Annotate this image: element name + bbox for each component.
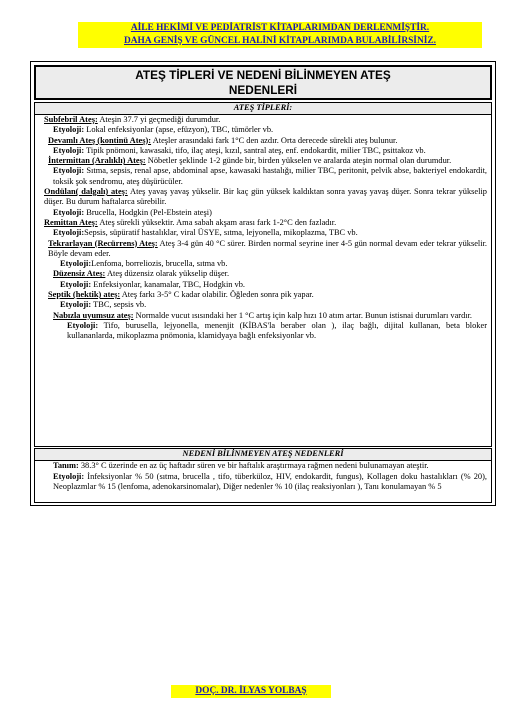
entry-label: Etyoloji:	[53, 166, 85, 176]
section-heading: ATEŞ TİPLERİ:	[35, 103, 491, 115]
entry-label: Subfebril Ateş:	[44, 115, 98, 124]
entry-text: İnfeksiyonlar % 50 (sıtma, brucella , tifo, tüberküloz, HIV, endokardit, fungus), Kollagen doku hastalıkları (% 20), Neoplazmlar % 15 (lenfoma, adenokarsinomalar), Diğer nedenler % 10 (ilaç reaksiyonları ), Tanı konulamayan % 5	[53, 471, 487, 492]
entry-text: 38.3° C üzerinde en az üç haftadır süren ve bir haftalık araştırmaya rağmen nedeni bulunamayan ateştir.	[78, 461, 429, 470]
entry-etiology	[39, 300, 487, 310]
entry-continuous	[39, 136, 487, 146]
entry-text: Enfeksiyonlar, kanamalar, TBC, Hodgkin vb.	[91, 279, 246, 289]
entry-text: Ateş düzensiz olarak yükselip düşer.	[105, 269, 230, 279]
entry-undulant	[39, 187, 487, 208]
entry-definition	[39, 461, 487, 472]
entry-text: Sıtma, sepsis, renal apse, abdominal apse, kawasaki hastalığı, milier TBC, peritonit, pelvik abse, bakteriyel endokardit, toksik şok sendromu, ateş düşürücüler.	[53, 166, 487, 186]
entry-septic	[39, 290, 487, 300]
entry-etiology	[39, 472, 487, 493]
entry-label: Etyoloji:	[53, 471, 85, 481]
entry-text: Ateş sürekli yüksektir. Ama sabah akşam arası fark 1-2°C den fazladır.	[97, 217, 337, 227]
entry-label: Etyoloji:	[53, 207, 85, 217]
unknown-origin-fever-section	[34, 448, 492, 503]
entry-label: Etyoloji:	[67, 320, 99, 330]
entry-label: Remittan Ateş:	[44, 217, 98, 227]
entry-text: Ateş 3-4 gün 40 °C sürer. Birden normal seyrine iner 4-5 gün normal devam eder tekrar yükselir. Böyle devam eder.	[48, 238, 487, 258]
entry-text: Normalde vucut ısısındaki her 1 °C artış için kalp hızı 10 atım artar. Bunun istisnai durumları vardır.	[133, 310, 473, 320]
entry-text: Brucella, Hodgkin (Pel-Ebstein ateşi)	[84, 207, 212, 217]
section-heading: NEDENİ BİLİNMEYEN ATEŞ NEDENLERİ	[35, 449, 491, 461]
entry-label: Düzensiz Ateş:	[53, 269, 106, 279]
entry-etiology	[39, 259, 487, 269]
document-frame	[30, 61, 496, 506]
entry-label: Tekrarlayan (Recürrens) Ateş:	[48, 238, 158, 248]
title-line-2: NEDENLERİ	[228, 83, 298, 97]
entry-etiology	[39, 280, 487, 290]
entry-label: Nabızla uyumsuz ateş:	[53, 310, 134, 320]
entry-text: Ateş yavaş yavaş yükselir. Bir kaç gün yüksek kaldıktan sonra yavaş yavaş düşer. Sonra tekrar yükselip düşer. Bu durum haftalarca sürebilir.	[44, 187, 487, 207]
banner	[78, 22, 482, 48]
entry-recurrent	[39, 239, 487, 260]
entry-irregular	[39, 269, 487, 279]
title-line-1: ATEŞ TİPLERİ VE NEDENİ BİLİNMEYEN ATEŞ	[135, 68, 391, 82]
entry-etiology	[39, 321, 487, 342]
banner-line-2: DAHA GENİŞ VE GÜNCEL HALİNİ KİTAPLARIMDA BULABİLİRSİNİZ.	[78, 35, 482, 48]
entry-etiology	[39, 166, 487, 187]
entry-text: Lenfoma, borreliozis, brucella, sıtma vb.	[91, 259, 228, 269]
entry-label: Etyoloji:	[53, 145, 85, 155]
entry-label: Etyoloji:	[53, 125, 85, 135]
entry-text: Nöbetler şeklinde 1-2 günde bir, birden yükselen ve aralarda ateşin normal olan durumdur.	[145, 156, 452, 166]
entry-text: Ateş farkı 3-5° C kadar olabilir. Öğleden sonra pik yapar.	[120, 290, 314, 300]
entry-etiology	[39, 228, 487, 238]
banner-line-1: AİLE HEKİMİ VE PEDİATRİST KİTAPLARIMDAN DERLENMİŞTİR.	[78, 22, 482, 35]
entry-label: Etyoloji:	[60, 300, 92, 310]
entry-text: Ateşler arasındaki fark 1°C den azdır. Orta derecede sürekli ateş bulunur.	[151, 135, 398, 145]
entry-etiology	[39, 208, 487, 218]
entry-label: Ondülan( dalgalı) ateş:	[44, 187, 128, 197]
entry-pulse-mismatch	[39, 311, 487, 321]
entry-label: Etyoloji:	[60, 279, 92, 289]
entry-label: Tanım:	[53, 461, 79, 470]
entry-label: Etyoloji:	[53, 228, 85, 238]
entry-text: Tipik pnömoni, kawasaki, tifo, ilaç ateşi, kızıl, santral ateş, enf. endokardit, milier TBC, psittakoz vb.	[84, 145, 426, 155]
entry-text: Lokal enfeksiyonlar (apse, efüzyon), TBC, tümörler vb.	[84, 125, 274, 135]
entry-label: Septik (hektik) ateş:	[48, 290, 121, 300]
entry-label: Devamlı Ateş (kontinü Ateş):	[48, 135, 152, 145]
fever-types-section	[34, 102, 492, 447]
entry-etiology	[39, 125, 487, 135]
entry-etiology	[39, 146, 487, 156]
page-title	[34, 65, 492, 100]
entry-label: İntermittan (Aralıklı) Ateş:	[48, 156, 146, 166]
entry-text: Sepsis, süpüratif hastalıklar, viral ÜSYE, sıtma, lejyonella, mikoplazma, TBC vb.	[84, 228, 358, 238]
author-name: DOÇ. DR. İLYAS YOLBAŞ	[171, 685, 331, 698]
entry-text: TBC, sepsis vb.	[91, 300, 147, 310]
entry-intermittent	[39, 156, 487, 166]
entry-remittent	[39, 218, 487, 228]
entry-text: Ateşin 37.7 yi geçmediği durumdur.	[97, 115, 221, 124]
entry-subfebril	[39, 115, 487, 125]
entry-label: Etyoloji:	[60, 259, 92, 269]
entry-text: Tifo, burusella, lejyonella, menenjit (KİBAS'la beraber olan ), ilaç bağlı, dijital kullanan, beta bloker kullananlarda, mikoplazma pnömonia, klamidyaya bağlı enfeksiyonlar vb.	[67, 320, 487, 341]
